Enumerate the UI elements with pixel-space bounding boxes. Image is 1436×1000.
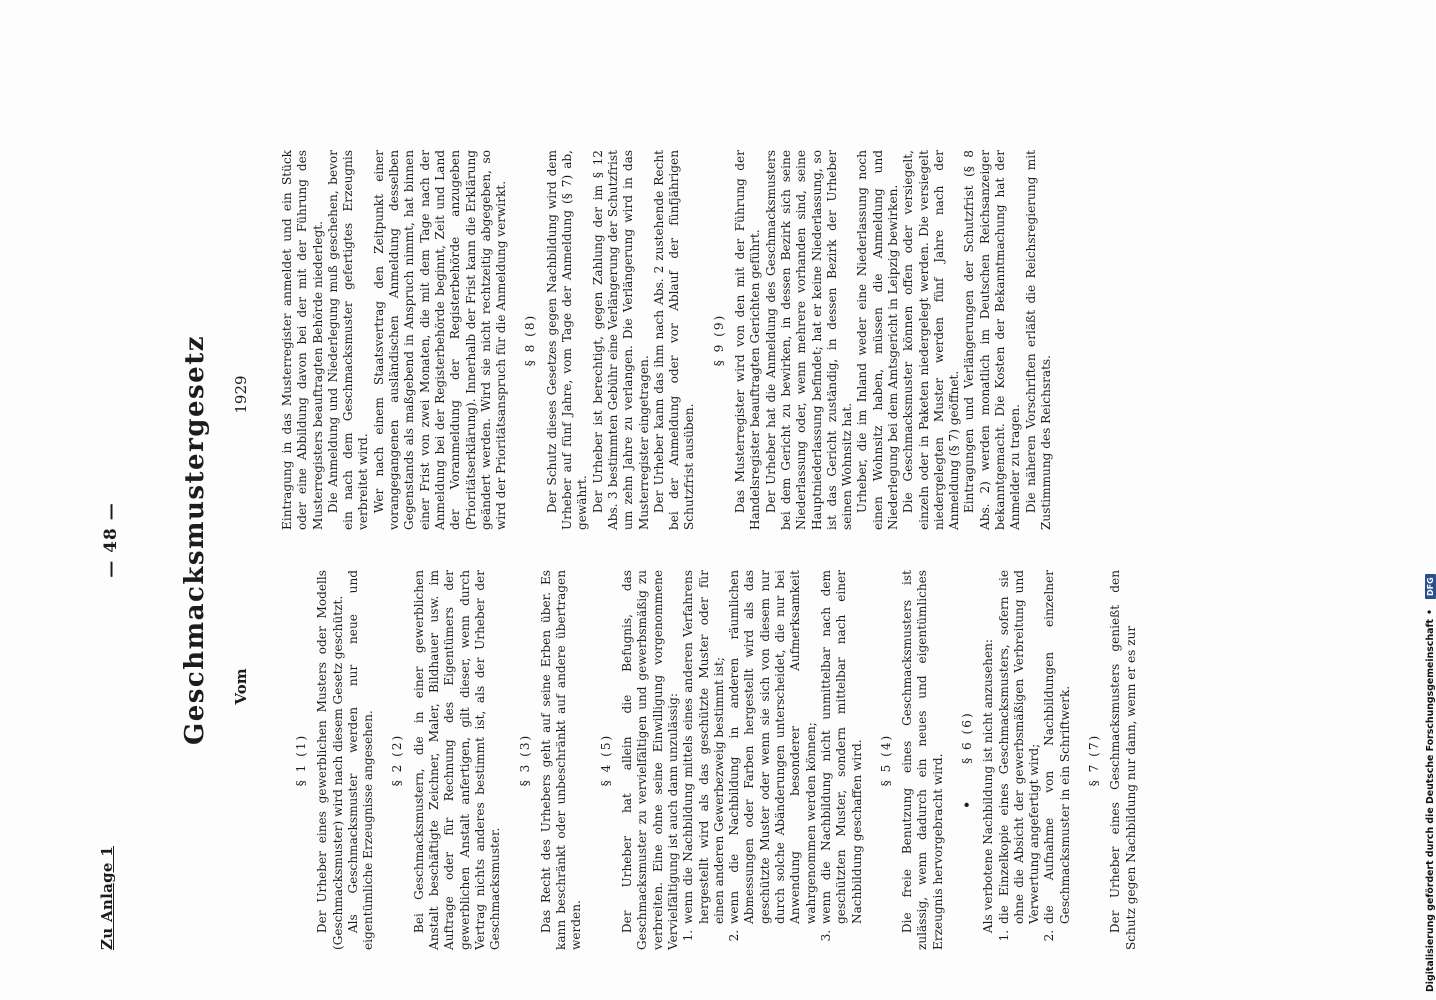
paragraph: Die Anmeldung und Niederlegung muß geschehen, bevor ein nach dem Geschmacksmuster gefertigtes Erzeugnis verbreitet wird. (325, 150, 371, 530)
left-column (280, 570, 1139, 950)
paragraph: Der Schutz dieses Gesetzes gegen Nachbildung wird dem Urheber auf fünf Jahre, vom Tage der Anmeldung (§ 7) ab, gewährt. (544, 150, 590, 530)
section-heading: § 6 (6) (959, 711, 974, 764)
paragraph: Der Urheber ist berechtigt, gegen Zahlung der im § 12 Abs. 3 bestimmten Gebühr eine Verlängerung der Schutzfrist um zehn Jahre zu verlangen. Die Verlängerung wird in das Musterregister eingetragen. (590, 150, 651, 530)
date-prefix: Vom (232, 668, 250, 705)
section-heading: § 9 (9) (711, 313, 726, 367)
right-column (280, 150, 1054, 530)
date-year: 1929 (232, 375, 250, 414)
section-heading: § 3 (3) (517, 733, 532, 787)
section-heading: § 7 (7) (1087, 733, 1102, 787)
list-item: 2. die Aufnahme von Nachbildungen einzelner Geschmacksmuster in ein Schriftwerk. (1042, 570, 1073, 926)
paragraph: Der Urheber kann das ihm nach Abs. 2 zustehende Recht bei der Anmeldung oder vor Ablauf der fünfjährigen Schutzfrist ausüben. (651, 150, 697, 530)
list-item: 3. wenn die Nachbildung nicht unmittelbar nach dem geschützten Muster, sondern mittelbar nach einer Nachbildung geschaffen wird. (819, 570, 865, 926)
numbered-list (681, 570, 865, 950)
paragraph: Eintragungen und Verlängerungen der Schutzfrist (§ 8 Abs. 2) werden monatlich im Deutschen Reichsanzeiger bekanntgemacht. Die Kosten der Bekanntmachung hat der Anmelder zu tragen. (962, 150, 1023, 530)
section-heading: § 4 (5) (598, 733, 613, 787)
dfg-logo: DFG (1425, 574, 1436, 599)
paragraph: Als Geschmacksmuster werden nur neue und eigentümliche Erzeugnisse angesehen. (345, 570, 376, 950)
section-heading: § 8 (8) (523, 313, 538, 367)
page-number: — 48 — (101, 502, 121, 578)
paragraph: Der Urheber hat die Anmeldung des Geschmacksmusters bei dem Gericht zu bewirken, in dessen Bezirk sich seine Niederlassung oder, wenn mehrere vorhanden sind, seine Hauptniederlassung befindet; hat er keine Niederlassung, so ist das Gericht zuständig, in dessen Bezirk der Urheber seinen Wohnsitz hat. (763, 150, 855, 530)
section-heading: § 1 (1) (294, 733, 308, 787)
margin-dot: • (959, 798, 974, 809)
separator: • (1425, 608, 1436, 615)
paragraph: Die Geschmacksmuster können offen oder versiegelt, einzeln oder in Paketen niedergelegt werden. Die versiegelt niedergelegten Muster werden fünf Jahre nach der Anmeldung (§ 7) geöffnet. (901, 150, 962, 530)
paragraph: Wer nach einem Staatsvertrag den Zeitpunkt einer vorangegangenen ausländischen Anmeldung desselben Gegenstands als maßgebend in Anspruch nimmt, hat binnen einer Frist von zwei Monaten, die mit dem Tage nach der Anmeldung bei der Registerbehörde beginnt, Zeit und Land der Voranmeldung der Registerbehörde anzugeben (Prioritätserklärung). Innerhalb der Frist kann die Erklärung geändert werden. Wird sie nicht rechtzeitig abgegeben, so wird der Prioritätsanspruch für die Anmeldung verwirkt. (371, 150, 509, 530)
section-heading-row (960, 570, 975, 950)
paragraph: Das Musterregister wird von den mit der Führung der Handelsregister beauftragten Gerichten geführt. (733, 150, 763, 530)
document-title: Geschmacksmustergesetz (180, 335, 210, 745)
annex-label: Zu Anlage 1 (98, 845, 116, 950)
numbered-list (997, 570, 1073, 950)
list-item: 2. wenn die Nachbildung in anderen räumlichen Abmessungen oder Farben hergestellt wird als das geschützte Muster oder wenn sie sich von diesem nur durch solche Abänderungen unterscheidet, die nur bei Anwendung besonderer Aufmerksamkeit wahrgenommen werden können; (727, 570, 819, 926)
list-item: 1. wenn die Nachbildung mittels eines anderen Verfahrens hergestellt wird als das geschützte Muster oder für einen anderen Gewerbezweig bestimmt ist; (681, 570, 727, 926)
paragraph: Urheber, die im Inland weder eine Niederlassung noch einen Wohnsitz haben, müssen die Anmeldung und Niederlegung bei dem Amtsgericht in Leipzig bewirken. (855, 150, 900, 530)
paragraph: Die freie Benutzung eines Geschmacksmusters ist zulässig, wenn dadurch ein neues und eigentümliches Erzeugnis hervorgebracht wird. (900, 570, 945, 950)
section-heading: § 2 (2) (390, 733, 405, 787)
funding-sidebar (1412, 8, 1436, 992)
paragraph: Das Recht des Urhebers geht auf seine Erben über. Es kann beschränkt oder unbeschränkt auf andere übertragen werden. (538, 570, 584, 950)
section-heading: § 5 (4) (878, 733, 893, 787)
paragraph: Der Urheber eines gewerblichen Musters oder Modells (Geschmacksmuster) wird nach diesem Gesetz geschützt. (315, 570, 345, 950)
paragraph: Bei Geschmacksmustern, die in einer gewerblichen Anstalt beschäftigte Zeichner, Maler, Bildhauer usw. im Auftrage oder für Rechnung des Eigentümers der gewerblichen Anstalt anfertigen, gilt dieser, wenn durch Vertrag nichts anderes bestimmt ist, als der Urheber der Geschmacksmuster. (411, 570, 503, 950)
paragraph: Die näheren Vorschriften erläßt die Reichsregierung mit Zustimmung des Reichsrats. (1023, 150, 1053, 530)
list-item: 1. die Einzelkopie eines Geschmacksmusters, sofern sie ohne die Absicht der gewerbsmäßigen Verbreitung und Verwertung angefertigt wird; (997, 570, 1043, 926)
paragraph: Der Urheber eines Geschmacksmusters genießt den Schutz gegen Nachbildung nur dann, wenn er es zur (1108, 570, 1138, 950)
paragraph: Der Urheber hat allein die Befugnis, das Geschmacksmuster zu vervielfältigen und gewerbsmäßig zu verbreiten. Eine ohne seine Einwilligung vorgenommene Vervielfältigung ist auch dann unzulässig: (620, 570, 680, 950)
funding-text: Digitalisierung gefördert durch die Deutsche Forschungsgemeinschaft (1425, 618, 1436, 992)
paragraph: Als verbotene Nachbildung ist nicht anzusehen: (981, 639, 996, 934)
date-line (234, 130, 249, 950)
funding-note (1425, 8, 1436, 992)
paragraph: Eintragung in das Musterregister anmeldet und ein Stück oder eine Abbildung davon bei der mit der Führung des Musterregisters beauftragten Behörde niederlegt. (280, 150, 325, 530)
rotated-document-page (100, 130, 1280, 950)
